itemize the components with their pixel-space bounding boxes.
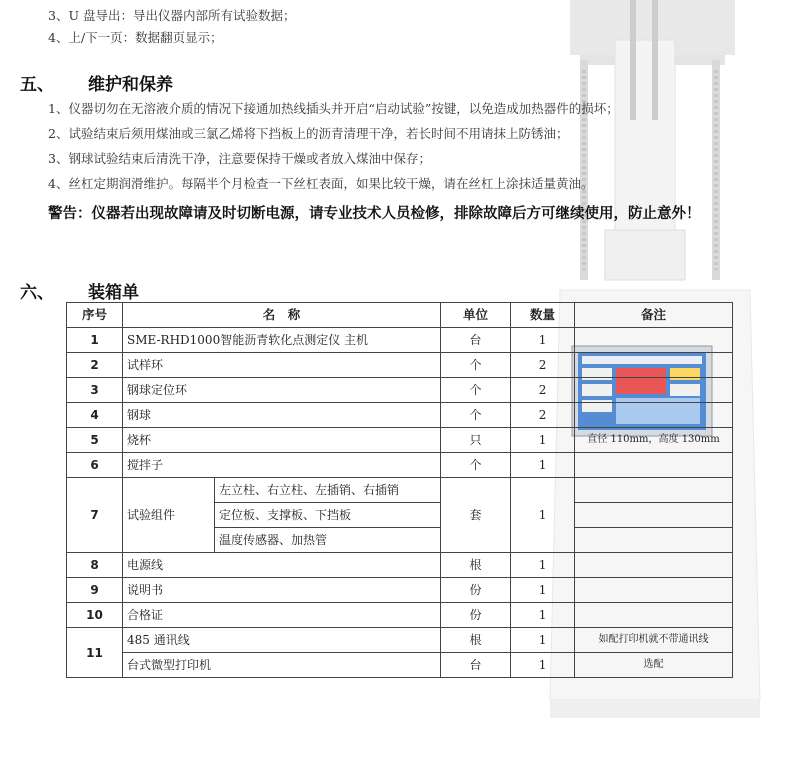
row-index: 11 xyxy=(67,628,123,678)
row-note xyxy=(575,378,733,403)
row-unit: 只 xyxy=(441,428,511,453)
row-part: 定位板、支撑板、下挡板 xyxy=(215,503,441,528)
row-name: 试验组件 xyxy=(123,478,215,553)
row-note xyxy=(575,403,733,428)
row-note xyxy=(575,553,733,578)
row-name: 说明书 xyxy=(123,578,441,603)
section-6-heading xyxy=(20,278,139,303)
table-row xyxy=(67,453,733,478)
table-row xyxy=(67,378,733,403)
row-qty: 2 xyxy=(511,403,575,428)
row-index: 9 xyxy=(67,578,123,603)
row-qty: 1 xyxy=(511,328,575,353)
maintenance-item-4: 4、丝杠定期润滑维护。每隔半个月检查一下丝杠表面，如果比较干燥，请在丝杠上涂抹适量黄油。 xyxy=(48,176,594,191)
row-unit: 台 xyxy=(441,328,511,353)
row-name: 电源线 xyxy=(123,553,441,578)
row-qty: 2 xyxy=(511,378,575,403)
row-qty: 1 xyxy=(511,578,575,603)
row-unit: 套 xyxy=(441,478,511,553)
row-name: SME-RHD1000智能沥青软化点测定仪 主机 xyxy=(123,328,441,353)
table-row xyxy=(67,553,733,578)
row-index: 1 xyxy=(67,328,123,353)
row-index: 4 xyxy=(67,403,123,428)
row-qty: 1 xyxy=(511,428,575,453)
row-qty: 2 xyxy=(511,353,575,378)
row-qty: 1 xyxy=(511,478,575,553)
row-index: 8 xyxy=(67,553,123,578)
row-qty: 1 xyxy=(511,603,575,628)
section-5-number: 五、 xyxy=(20,75,54,95)
table-row xyxy=(67,653,733,678)
row-index: 5 xyxy=(67,428,123,453)
row-note xyxy=(575,603,733,628)
table-row xyxy=(67,353,733,378)
row-note: 选配 xyxy=(575,653,733,678)
row-unit: 个 xyxy=(441,378,511,403)
table-row xyxy=(67,428,733,453)
row-name: 烧杯 xyxy=(123,428,441,453)
row-index: 7 xyxy=(67,478,123,553)
row-part: 左立柱、右立柱、左插销、右插销 xyxy=(215,478,441,503)
row-unit: 个 xyxy=(441,403,511,428)
maintenance-item-1: 1、仪器切勿在无溶液介质的情况下接通加热线插头并开启“启动试验”按键，以免造成加热器件的损坏； xyxy=(48,101,619,116)
row-qty: 1 xyxy=(511,453,575,478)
row-index: 10 xyxy=(67,603,123,628)
row-name: 钢球 xyxy=(123,403,441,428)
row-unit: 根 xyxy=(441,553,511,578)
row-note: 直径 110mm，高度 130mm xyxy=(575,428,733,453)
maintenance-item-3: 3、钢球试验结束后清洗干净，注意要保持干燥或者放入煤油中保存； xyxy=(48,151,431,166)
table-row xyxy=(67,403,733,428)
row-note xyxy=(575,328,733,353)
row-index: 2 xyxy=(67,353,123,378)
row-part: 温度传感器、加热管 xyxy=(215,528,441,553)
row-qty: 1 xyxy=(511,628,575,653)
row-unit: 个 xyxy=(441,453,511,478)
section-6-title: 装箱单 xyxy=(88,283,139,303)
intro-line-3: 3、U 盘导出：导出仪器内部所有试验数据； xyxy=(48,8,296,23)
row-index: 3 xyxy=(67,378,123,403)
table-row xyxy=(67,628,733,653)
row-name: 试样环 xyxy=(123,353,441,378)
intro-line-4: 4、上/下一页：数据翻页显示； xyxy=(48,30,223,45)
row-unit: 个 xyxy=(441,353,511,378)
row-qty: 1 xyxy=(511,653,575,678)
row-name: 合格证 xyxy=(123,603,441,628)
table-header-row xyxy=(67,303,733,328)
header-qty: 数量 xyxy=(511,303,575,328)
row-qty: 1 xyxy=(511,553,575,578)
row-note xyxy=(575,578,733,603)
row-note xyxy=(575,528,733,553)
header-name: 名 称 xyxy=(123,303,441,328)
header-index: 序号 xyxy=(67,303,123,328)
row-unit: 份 xyxy=(441,578,511,603)
maintenance-item-2: 2、试验结束后须用煤油或三氯乙烯将下挡板上的沥青清理干净，若长时间不用请抹上防锈油； xyxy=(48,126,569,141)
row-note xyxy=(575,453,733,478)
row-index: 6 xyxy=(67,453,123,478)
row-note: 如配打印机就不带通讯线 xyxy=(575,628,733,653)
warning-text: 警告：仪器若出现故障请及时切断电源，请专业技术人员检修，排除故障后方可继续使用，防止意外！ xyxy=(48,206,701,222)
row-name: 搅拌子 xyxy=(123,453,441,478)
row-unit: 份 xyxy=(441,603,511,628)
table-row xyxy=(67,478,733,503)
row-unit: 根 xyxy=(441,628,511,653)
row-note xyxy=(575,478,733,503)
row-name: 钢球定位环 xyxy=(123,378,441,403)
section-6-number: 六、 xyxy=(20,283,54,303)
section-5-heading xyxy=(20,70,173,95)
table-row xyxy=(67,603,733,628)
header-note: 备注 xyxy=(575,303,733,328)
row-name: 485 通讯线 xyxy=(123,628,441,653)
table-row xyxy=(67,328,733,353)
table-row xyxy=(67,578,733,603)
section-5-title: 维护和保养 xyxy=(88,75,173,95)
row-name: 台式微型打印机 xyxy=(123,653,441,678)
packing-list-table xyxy=(66,302,733,678)
row-note xyxy=(575,503,733,528)
row-unit: 台 xyxy=(441,653,511,678)
header-unit: 单位 xyxy=(441,303,511,328)
row-note xyxy=(575,353,733,378)
